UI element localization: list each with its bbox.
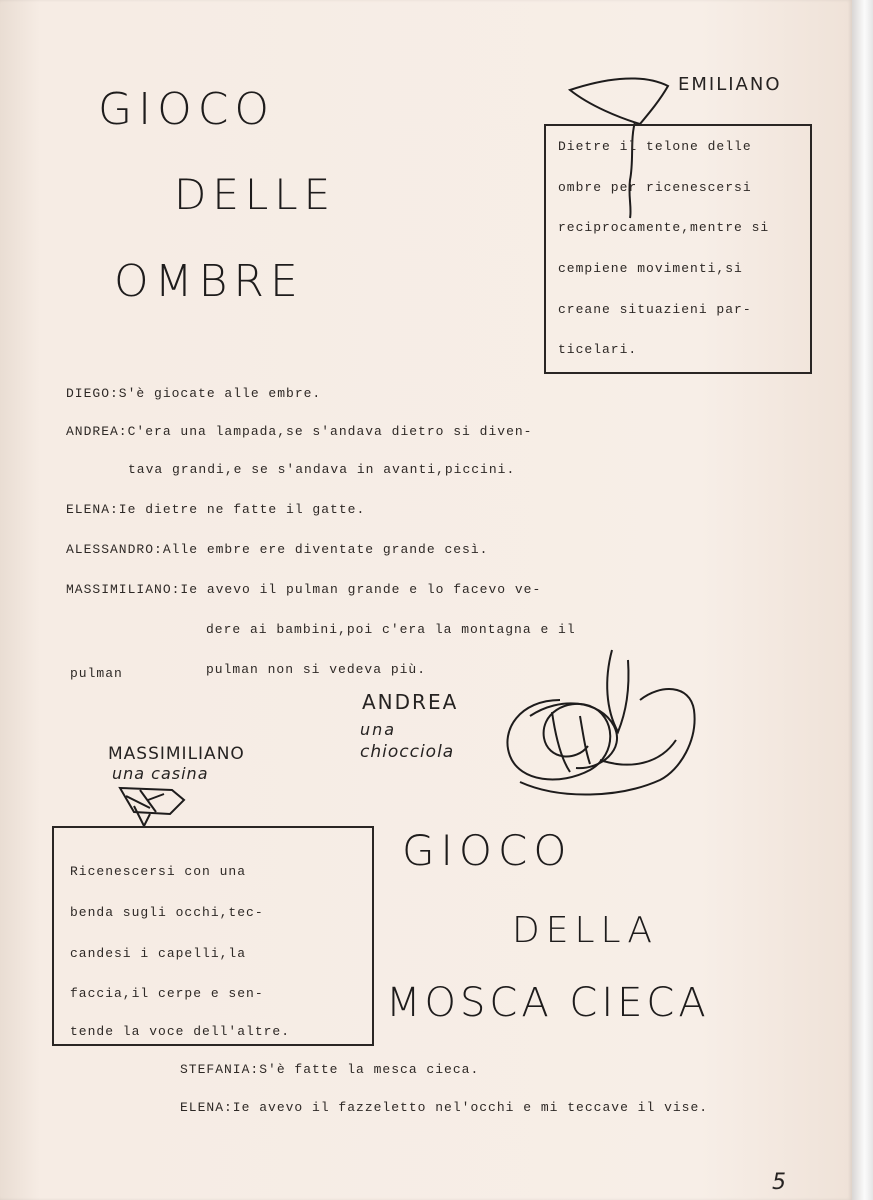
dialogue-line: pulman — [70, 666, 123, 681]
dialogue-line: tava grandi,e se s'andava in avanti,piccini. — [128, 462, 516, 477]
box1-line: ticelari. — [558, 342, 638, 357]
box2-line: Ricenescersi con una — [70, 864, 247, 879]
box1-line: ombre per ricenescersi — [558, 180, 752, 195]
title-ombre: OMBRE — [114, 256, 304, 307]
title-gioco-2: GIOCO — [402, 826, 573, 875]
massimiliano-caption: una casina — [112, 764, 209, 783]
dialogue-line: STEFANIA:S'è fatte la mesca cieca. — [180, 1062, 480, 1077]
dialogue-line: ANDREA:C'era una lampada,se s'andava dietro si diven- — [66, 424, 533, 439]
dialogue-line: ELENA:Ie avevo il fazzeletto nel'occhi e mi teccave il vise. — [180, 1100, 709, 1115]
andrea-caption-2: chiocciola — [360, 742, 455, 762]
description-box-mosca-cieca — [52, 826, 374, 1046]
box2-line: benda sugli occhi,tec- — [70, 905, 264, 920]
box1-line: Dietre il telone delle — [558, 139, 752, 154]
page-number: 5 — [772, 1170, 788, 1195]
dialogue-line: dere ai bambini,poi c'era la montagna e il — [206, 622, 576, 637]
box1-line: reciprocamente,mentre si — [558, 220, 770, 235]
title-mosca-cieca: MOSCA CIECA — [386, 980, 710, 1026]
dialogue-line: ALESSANDRO:Alle embre ere diventate grande cesì. — [66, 542, 489, 557]
title-gioco: GIOCO — [98, 84, 276, 135]
dialogue-line: pulman non si vedeva più. — [206, 662, 427, 677]
dialogue-line: MASSIMILIANO:Ie avevo il pulman grande e lo facevo ve- — [66, 582, 542, 597]
title-della: DELLA — [512, 910, 659, 951]
emiliano-name: EMILIANO — [678, 74, 782, 95]
box2-line: candesi i capelli,la — [70, 946, 247, 961]
andrea-name: ANDREA — [362, 690, 459, 714]
box1-line: creane situazieni par- — [558, 302, 752, 317]
dialogue-line: DIEGO:S'è giocate alle embre. — [66, 386, 322, 401]
box2-line: tende la voce dell'altre. — [70, 1024, 291, 1039]
box2-line: faccia,il cerpe e sen- — [70, 986, 264, 1001]
dialogue-line: ELENA:Ie dietre ne fatte il gatte. — [66, 502, 366, 517]
massimiliano-name: MASSIMILIANO — [108, 744, 245, 764]
andrea-caption-1: una — [360, 720, 397, 739]
title-delle: DELLE — [174, 170, 337, 219]
box1-line: cempiene movimenti,si — [558, 261, 743, 276]
